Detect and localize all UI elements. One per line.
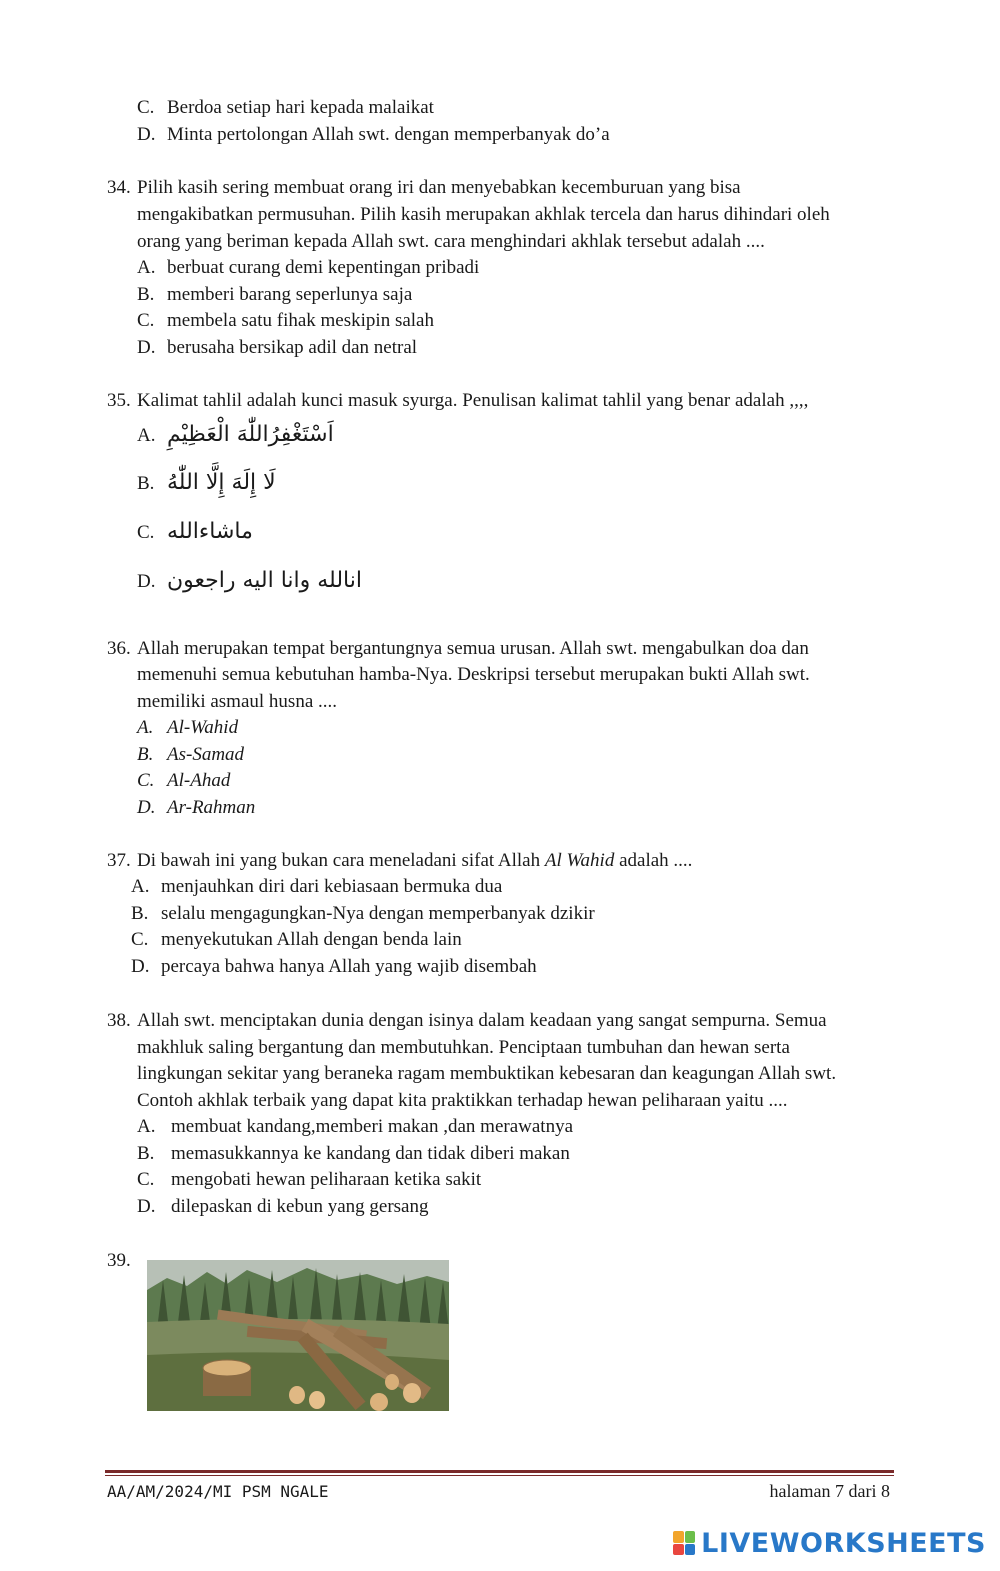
- q38-text-line: makhluk saling bergantung dan membutuhkan. Penciptaan tumbuhan dan hewan serta: [137, 1037, 790, 1058]
- option-arabic: لَا إِلَهَ إِلَّا اللّٰهُ: [167, 470, 276, 495]
- option-text: menjauhkan diri dari kebiasaan bermuka dua: [161, 876, 503, 897]
- option-text: Minta pertolongan Allah swt. dengan memperbanyak do’a: [167, 124, 610, 145]
- brand-name: LIVEWORKSHEETS: [701, 1527, 986, 1559]
- q34-number: 34.: [107, 177, 131, 198]
- option-letter: A.: [137, 1116, 156, 1137]
- option-arabic: اَسْتَغْفِرُاللّٰهَ الْعَظِيْمِ: [167, 422, 334, 447]
- option-text: memasukkannya ke kandang dan tidak diberi makan: [171, 1143, 570, 1164]
- q38-number: 38.: [107, 1010, 131, 1031]
- option-text: dilepaskan di kebun yang gersang: [171, 1196, 429, 1217]
- option-letter: A.: [131, 876, 150, 897]
- q34-text-line: orang yang beriman kepada Allah swt. cara menghindari akhlak tersebut adalah ....: [137, 231, 765, 252]
- option-text: memberi barang seperlunya saja: [167, 284, 413, 305]
- q34-option-c[interactable]: [137, 308, 434, 334]
- option-text: mengobati hewan peliharaan ketika sakit: [171, 1169, 482, 1190]
- option-letter: B.: [137, 284, 155, 305]
- q39-number: 39.: [107, 1250, 131, 1271]
- q35-option-d[interactable]: [137, 566, 362, 597]
- q34-option-d[interactable]: [137, 335, 417, 361]
- option-letter: A.: [137, 717, 154, 738]
- q33-option-c[interactable]: [137, 95, 434, 121]
- q34-text-line: Pilih kasih sering membuat orang iri dan menyebabkan kecemburuan yang bisa: [137, 177, 741, 198]
- option-letter: D.: [131, 956, 150, 977]
- q38-option-c[interactable]: [137, 1167, 481, 1193]
- q35-option-b[interactable]: [137, 468, 276, 499]
- footer-divider-thin: [105, 1475, 894, 1476]
- option-letter: D.: [137, 1196, 156, 1217]
- option-text: menyekutukan Allah dengan benda lain: [161, 929, 462, 950]
- q37-text: [137, 848, 692, 874]
- q38-text-line: Allah swt. menciptakan dunia dengan isinya dalam keadaan yang sangat sempurna. Semua: [137, 1010, 827, 1031]
- q36-option-b[interactable]: [137, 742, 244, 768]
- option-letter: B.: [137, 744, 154, 765]
- q34-text-line: mengakibatkan permusuhan. Pilih kasih merupakan akhlak tercela dan harus dihindari oleh: [137, 204, 830, 225]
- q37-option-d[interactable]: [131, 954, 537, 980]
- q38-text-line: Contoh akhlak terbaik yang dapat kita praktikkan terhadap hewan peliharaan yaitu ....: [137, 1090, 788, 1111]
- option-text: Ar-Rahman: [167, 797, 256, 818]
- option-letter: C.: [137, 310, 155, 331]
- option-text: berbuat curang demi kepentingan pribadi: [167, 257, 480, 278]
- q35-option-a[interactable]: [137, 420, 334, 451]
- option-text: Al-Ahad: [167, 770, 231, 791]
- liveworksheets-logo-icon: [673, 1531, 695, 1555]
- option-text: membela satu fihak meskipin salah: [167, 310, 434, 331]
- q37-option-b[interactable]: [131, 901, 595, 927]
- footer-page-number: halaman 7 dari 8: [769, 1481, 890, 1501]
- option-letter: C.: [137, 522, 155, 543]
- liveworksheets-brand[interactable]: [673, 1525, 986, 1561]
- option-letter: A.: [137, 257, 156, 278]
- option-letter: D.: [137, 797, 156, 818]
- q33-option-d[interactable]: [137, 122, 610, 148]
- q34-option-b[interactable]: [137, 282, 412, 308]
- q38-option-b[interactable]: [137, 1141, 570, 1167]
- option-letter: D.: [137, 124, 156, 145]
- option-letter: D.: [137, 337, 156, 358]
- q36-text-line: memiliki asmaul husna ....: [137, 691, 338, 712]
- option-arabic: انالله وانا اليه راجعون: [167, 568, 362, 593]
- option-text: membuat kandang,memberi makan ,dan merawatnya: [171, 1116, 574, 1137]
- option-text: As-Samad: [167, 744, 245, 765]
- q36-text-line: Allah merupakan tempat bergantungnya semua urusan. Allah swt. mengabulkan doa dan: [137, 638, 809, 659]
- q37-text-after: adalah ....: [614, 850, 693, 871]
- option-letter: C.: [137, 1169, 155, 1190]
- q36-option-a[interactable]: [137, 715, 238, 741]
- q36-option-c[interactable]: [137, 768, 230, 794]
- option-letter: C.: [137, 770, 155, 791]
- option-letter: B.: [131, 903, 149, 924]
- option-arabic: ماشاءالله: [167, 519, 253, 544]
- option-letter: A.: [137, 425, 156, 446]
- option-text: selalu mengagungkan-Nya dengan memperbanyak dzikir: [161, 903, 595, 924]
- q38-text-line: lingkungan sekitar yang beraneka ragam membuktikan kebesaran dan keagungan Allah swt.: [137, 1063, 837, 1084]
- q34-option-a[interactable]: [137, 255, 479, 281]
- deforestation-photo: [147, 1260, 449, 1411]
- q37-option-a[interactable]: [131, 874, 502, 900]
- option-letter: C.: [137, 97, 155, 118]
- q38-option-d[interactable]: [137, 1194, 428, 1220]
- q35-text: Kalimat tahlil adalah kunci masuk syurga. Penulisan kalimat tahlil yang benar adalah ,,,,: [137, 390, 809, 411]
- option-text: Berdoa setiap hari kepada malaikat: [167, 97, 434, 118]
- option-letter: C.: [131, 929, 149, 950]
- q36-option-d[interactable]: [137, 795, 255, 821]
- option-letter: B.: [137, 473, 155, 494]
- q38-option-a[interactable]: [137, 1114, 573, 1140]
- option-text: percaya bahwa hanya Allah yang wajib disembah: [161, 956, 537, 977]
- q36-text-line: memenuhi semua kebutuhan hamba-Nya. Deskripsi tersebut merupakan bukti Allah swt.: [137, 664, 810, 685]
- q35-number: 35.: [107, 390, 131, 411]
- q37-text-italic: Al Wahid: [544, 850, 615, 871]
- q37-number: 37.: [107, 850, 131, 871]
- footer-doc-code: AA/AM/2024/MI PSM NGALE: [107, 1482, 329, 1501]
- option-letter: D.: [137, 571, 156, 592]
- option-text: berusaha bersikap adil dan netral: [167, 337, 418, 358]
- footer-divider: [105, 1470, 894, 1473]
- option-text: Al-Wahid: [167, 717, 239, 738]
- q36-number: 36.: [107, 638, 131, 659]
- q35-option-c[interactable]: [137, 517, 253, 548]
- q37-option-c[interactable]: [131, 927, 462, 953]
- q37-text-before: Di bawah ini yang bukan cara meneladani sifat Allah: [137, 850, 545, 871]
- option-letter: B.: [137, 1143, 155, 1164]
- deforestation-illustration: [147, 1260, 449, 1411]
